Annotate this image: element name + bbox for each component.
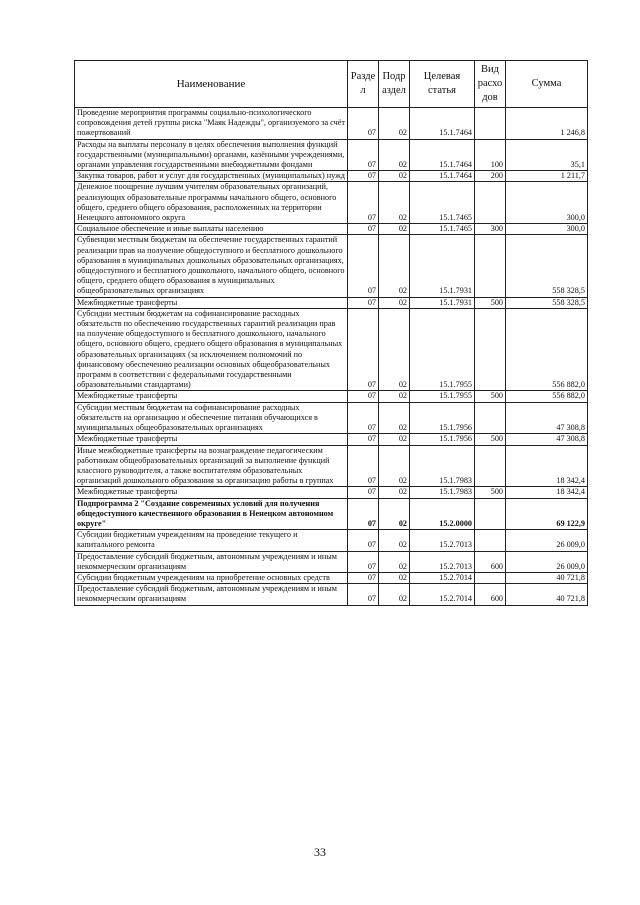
table-row bbox=[75, 487, 588, 498]
cell-vid: 500 bbox=[475, 297, 506, 308]
cell-podrazdel: 02 bbox=[379, 297, 410, 308]
table-body bbox=[75, 108, 588, 606]
table-row bbox=[75, 308, 588, 391]
budget-table bbox=[74, 60, 588, 606]
cell-summa: 556 882,0 bbox=[506, 308, 588, 391]
table-row bbox=[75, 584, 588, 605]
cell-razdel: 07 bbox=[348, 434, 379, 445]
cell-summa: 300,0 bbox=[506, 224, 588, 235]
cell-celevaya: 15.1.7465 bbox=[410, 224, 475, 235]
cell-razdel: 07 bbox=[348, 402, 379, 434]
table-row bbox=[75, 235, 588, 297]
header-name: Наименование bbox=[75, 61, 348, 108]
cell-name: Субсидии местным бюджетам на софинансирование расходных обязательств на организацию и обеспечение питания обучающихся в муниципальных общеобразовательных организациях bbox=[75, 402, 348, 434]
table-row bbox=[75, 445, 588, 487]
cell-podrazdel: 02 bbox=[379, 487, 410, 498]
cell-podrazdel: 02 bbox=[379, 171, 410, 182]
cell-razdel: 07 bbox=[348, 224, 379, 235]
cell-celevaya: 15.1.7956 bbox=[410, 402, 475, 434]
header-celevaya: Целевая статья bbox=[410, 61, 475, 108]
cell-vid: 500 bbox=[475, 487, 506, 498]
cell-podrazdel: 02 bbox=[379, 308, 410, 391]
cell-celevaya: 15.1.7465 bbox=[410, 182, 475, 224]
cell-summa: 1 211,7 bbox=[506, 171, 588, 182]
cell-vid: 200 bbox=[475, 171, 506, 182]
cell-summa: 556 882,0 bbox=[506, 391, 588, 402]
cell-podrazdel: 02 bbox=[379, 551, 410, 572]
cell-name: Субсидии бюджетным учреждениям на проведение текущего и капитального ремонта bbox=[75, 530, 348, 551]
cell-name: Денежное поощрение лучшим учителям образовательных организаций, реализующих образовательные программы начального общего, основного общего, среднего общего образования, расположенных на территории Ненецкого автономного округа bbox=[75, 182, 348, 224]
budget-document bbox=[74, 60, 587, 606]
cell-name: Предоставление субсидий бюджетным, автономным учреждениям и иным некоммерческим организациям bbox=[75, 584, 348, 605]
cell-name: Межбюджетные трансферты bbox=[75, 391, 348, 402]
table-row bbox=[75, 551, 588, 572]
cell-razdel: 07 bbox=[348, 530, 379, 551]
cell-podrazdel: 02 bbox=[379, 391, 410, 402]
cell-summa: 35,1 bbox=[506, 139, 588, 171]
cell-vid bbox=[475, 402, 506, 434]
cell-summa: 1 246,8 bbox=[506, 108, 588, 140]
cell-podrazdel: 02 bbox=[379, 530, 410, 551]
cell-podrazdel: 02 bbox=[379, 572, 410, 583]
cell-name: Межбюджетные трансферты bbox=[75, 487, 348, 498]
cell-celevaya: 15.1.7464 bbox=[410, 139, 475, 171]
cell-celevaya: 15.1.7983 bbox=[410, 445, 475, 487]
cell-vid bbox=[475, 498, 506, 530]
table-row bbox=[75, 108, 588, 140]
cell-celevaya: 15.1.7464 bbox=[410, 108, 475, 140]
cell-summa: 47 308,8 bbox=[506, 402, 588, 434]
cell-summa: 18 342,4 bbox=[506, 487, 588, 498]
table-row bbox=[75, 391, 588, 402]
cell-celevaya: 15.1.7931 bbox=[410, 297, 475, 308]
cell-name: Проведение мероприятия программы социально-психологического сопровождения детей группы риска "Маяк Надежды", организуемого за счёт пожертвований bbox=[75, 108, 348, 140]
cell-vid: 600 bbox=[475, 551, 506, 572]
cell-celevaya: 15.1.7464 bbox=[410, 171, 475, 182]
cell-name: Подпрограмма 2 "Создание современных условий для получения общедоступного качественного образования в Ненецком автономном округе" bbox=[75, 498, 348, 530]
table-row bbox=[75, 182, 588, 224]
cell-summa: 558 328,5 bbox=[506, 235, 588, 297]
cell-name: Межбюджетные трансферты bbox=[75, 434, 348, 445]
cell-vid bbox=[475, 445, 506, 487]
table-row bbox=[75, 402, 588, 434]
cell-razdel: 07 bbox=[348, 182, 379, 224]
page-number: 33 bbox=[314, 845, 326, 859]
cell-podrazdel: 02 bbox=[379, 224, 410, 235]
cell-summa: 558 328,5 bbox=[506, 297, 588, 308]
header-podrazdel: Подр аздел bbox=[379, 61, 410, 108]
table-header-row bbox=[75, 61, 588, 108]
cell-razdel: 07 bbox=[348, 391, 379, 402]
cell-podrazdel: 02 bbox=[379, 498, 410, 530]
cell-razdel: 07 bbox=[348, 572, 379, 583]
cell-summa: 69 122,9 bbox=[506, 498, 588, 530]
cell-podrazdel: 02 bbox=[379, 445, 410, 487]
cell-name: Субвенции местным бюджетам на обеспечение государственных гарантий реализации прав на получение общедоступного и бесплатного дошкольного образования в муниципальных дошкольных образовательных организациях, общедоступного и бесплатного дошкольного, начального общего, основного общего, среднего общего образования в муниципальных общеобразовательных организациях bbox=[75, 235, 348, 297]
cell-celevaya: 15.1.7931 bbox=[410, 235, 475, 297]
cell-celevaya: 15.1.7955 bbox=[410, 308, 475, 391]
table-row bbox=[75, 434, 588, 445]
cell-podrazdel: 02 bbox=[379, 584, 410, 605]
cell-razdel: 07 bbox=[348, 297, 379, 308]
cell-vid: 600 bbox=[475, 584, 506, 605]
cell-vid bbox=[475, 572, 506, 583]
cell-razdel: 07 bbox=[348, 308, 379, 391]
cell-celevaya: 15.2.7013 bbox=[410, 530, 475, 551]
cell-name: Закупка товаров, работ и услуг для государственных (муниципальных) нужд bbox=[75, 171, 348, 182]
cell-podrazdel: 02 bbox=[379, 108, 410, 140]
cell-razdel: 07 bbox=[348, 551, 379, 572]
cell-name: Субсидии местным бюджетам на софинансирование расходных обязательств по обеспечению государственных гарантий реализации прав на получение общедоступного и бесплатного дошкольного, начального общего, основного общего, среднего общего образования в муниципальных образовательных организациях (за исключением полномочий по финансовому обеспечению реализации основных общеобразовательных программ в соответствии с федеральными государственными образовательными стандартами) bbox=[75, 308, 348, 391]
cell-vid: 500 bbox=[475, 434, 506, 445]
cell-vid bbox=[475, 108, 506, 140]
cell-celevaya: 15.2.7014 bbox=[410, 584, 475, 605]
table-row bbox=[75, 139, 588, 171]
cell-celevaya: 15.2.7013 bbox=[410, 551, 475, 572]
cell-celevaya: 15.1.7956 bbox=[410, 434, 475, 445]
cell-podrazdel: 02 bbox=[379, 235, 410, 297]
cell-celevaya: 15.1.7955 bbox=[410, 391, 475, 402]
header-vid: Вид расхо дов bbox=[475, 61, 506, 108]
cell-celevaya: 15.2.7014 bbox=[410, 572, 475, 583]
cell-razdel: 07 bbox=[348, 235, 379, 297]
cell-podrazdel: 02 bbox=[379, 402, 410, 434]
header-razdel: Разде л bbox=[348, 61, 379, 108]
cell-podrazdel: 02 bbox=[379, 139, 410, 171]
table-row bbox=[75, 498, 588, 530]
cell-razdel: 07 bbox=[348, 498, 379, 530]
cell-name: Предоставление субсидий бюджетным, автономным учреждениям и иным некоммерческим организациям bbox=[75, 551, 348, 572]
cell-vid: 500 bbox=[475, 391, 506, 402]
cell-summa: 18 342,4 bbox=[506, 445, 588, 487]
cell-razdel: 07 bbox=[348, 487, 379, 498]
table-row bbox=[75, 297, 588, 308]
table-row bbox=[75, 171, 588, 182]
cell-podrazdel: 02 bbox=[379, 434, 410, 445]
cell-summa: 26 009,0 bbox=[506, 551, 588, 572]
cell-vid bbox=[475, 308, 506, 391]
cell-vid bbox=[475, 235, 506, 297]
cell-summa: 40 721,8 bbox=[506, 584, 588, 605]
cell-razdel: 07 bbox=[348, 139, 379, 171]
cell-razdel: 07 bbox=[348, 445, 379, 487]
cell-razdel: 07 bbox=[348, 171, 379, 182]
table-row bbox=[75, 530, 588, 551]
cell-razdel: 07 bbox=[348, 108, 379, 140]
cell-vid bbox=[475, 182, 506, 224]
table-row bbox=[75, 224, 588, 235]
cell-vid bbox=[475, 530, 506, 551]
cell-name: Социальное обеспечение и иные выплаты населению bbox=[75, 224, 348, 235]
cell-summa: 300,0 bbox=[506, 182, 588, 224]
cell-celevaya: 15.1.7983 bbox=[410, 487, 475, 498]
cell-podrazdel: 02 bbox=[379, 182, 410, 224]
cell-summa: 26 009,0 bbox=[506, 530, 588, 551]
cell-razdel: 07 bbox=[348, 584, 379, 605]
cell-name: Расходы на выплаты персоналу в целях обеспечения выполнения функций государственными (муниципальными) органами, казёнными учреждениями, органами управления государственными внебюджетными фондами bbox=[75, 139, 348, 171]
table-row bbox=[75, 572, 588, 583]
cell-summa: 40 721,8 bbox=[506, 572, 588, 583]
cell-name: Межбюджетные трансферты bbox=[75, 297, 348, 308]
cell-summa: 47 308,8 bbox=[506, 434, 588, 445]
cell-vid: 100 bbox=[475, 139, 506, 171]
cell-celevaya: 15.2.0000 bbox=[410, 498, 475, 530]
header-summa: Сумма bbox=[506, 61, 588, 108]
cell-name: Иные межбюджетные трансферты на вознаграждение педагогическим работникам общеобразовательных организаций за выполнение функций классного руководителя, а также воспитателям образовательных организаций дошкольного образования за организацию работы в группах bbox=[75, 445, 348, 487]
cell-vid: 300 bbox=[475, 224, 506, 235]
cell-name: Субсидии бюджетным учреждениям на приобретение основных средств bbox=[75, 572, 348, 583]
